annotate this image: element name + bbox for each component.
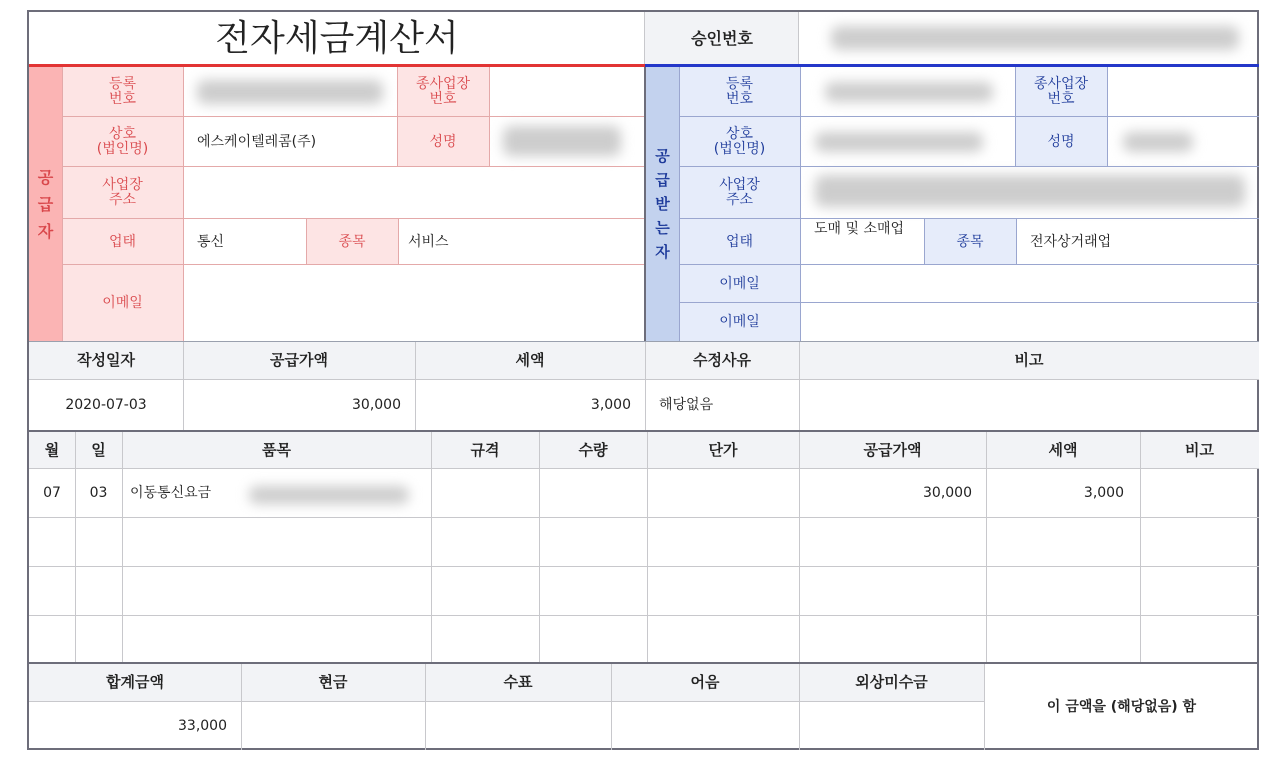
items-note-header: 비고 bbox=[1140, 432, 1259, 468]
items-name-header: 품목 bbox=[122, 432, 431, 468]
supplier-biz-type: 통신 bbox=[197, 233, 225, 250]
tax-invoice bbox=[27, 10, 1259, 750]
totals-note-header: 어음 bbox=[611, 664, 799, 701]
supplier-address-label: 사업장 주소 bbox=[62, 167, 183, 219]
redacted-supplier-reg-no bbox=[197, 80, 383, 104]
summary-tax-header: 세액 bbox=[415, 342, 645, 379]
totals-total-header: 합계금액 bbox=[29, 664, 241, 701]
supplier-email-label: 이메일 bbox=[62, 265, 183, 341]
table-row-tax bbox=[986, 616, 1140, 662]
recipient-company-label: 상호 (법인명) bbox=[679, 117, 800, 167]
table-row-month bbox=[29, 616, 75, 662]
redacted-item-detail bbox=[249, 486, 409, 504]
items-tax-header: 세액 bbox=[986, 432, 1140, 468]
recipient-name-label: 성명 bbox=[1015, 117, 1107, 167]
totals-cash-header: 현금 bbox=[241, 664, 425, 701]
items-spec-header: 규격 bbox=[431, 432, 539, 468]
recipient-email1 bbox=[800, 265, 1259, 303]
supplier-biz-type-label: 업태 bbox=[62, 219, 183, 265]
totals-check-header: 수표 bbox=[425, 664, 611, 701]
table-row-day bbox=[75, 567, 122, 615]
summary-reason-header: 수정사유 bbox=[645, 342, 799, 379]
recipient-branch-label: 종사업장 번호 bbox=[1015, 67, 1107, 117]
summary-note-header: 비고 bbox=[799, 342, 1259, 379]
invoice-title: 전자세금계산서 bbox=[29, 12, 645, 65]
summary-supply-header: 공급가액 bbox=[183, 342, 415, 379]
supplier-email bbox=[183, 265, 645, 341]
table-row-spec bbox=[431, 469, 539, 517]
table-row-day bbox=[75, 616, 122, 662]
redacted-supplier-name bbox=[503, 126, 621, 156]
recipient-side-label: 공 급 받 는 자 bbox=[646, 67, 679, 341]
table-row-tax bbox=[986, 567, 1140, 615]
recipient-biz-type-label: 업태 bbox=[679, 219, 800, 265]
totals-total: 33,000 bbox=[178, 717, 227, 734]
supplier-name-label: 성명 bbox=[397, 117, 489, 167]
approval-label: 승인번호 bbox=[645, 12, 799, 65]
totals-note bbox=[611, 702, 799, 750]
totals-credit bbox=[799, 702, 984, 750]
supplier-company-label: 상호 (법인명) bbox=[62, 117, 183, 167]
redacted-approval-number bbox=[831, 26, 1239, 50]
table-row-qty bbox=[539, 469, 647, 517]
table-row-item-name bbox=[122, 518, 431, 566]
supplier-side-label: 공 급 자 bbox=[29, 67, 62, 341]
supplier-address bbox=[183, 167, 645, 219]
table-row-tax: 3,000 bbox=[1083, 484, 1124, 501]
redacted-recipient-name bbox=[1123, 132, 1193, 152]
summary-date: 2020-07-03 bbox=[65, 396, 147, 413]
items-day-header: 일 bbox=[75, 432, 122, 468]
supplier-item-label: 종목 bbox=[306, 219, 398, 265]
table-row-note bbox=[1140, 469, 1259, 517]
table-row-month bbox=[29, 567, 75, 615]
supplier-company: 에스케이텔레콤(주) bbox=[197, 133, 317, 150]
recipient-reg-no-label: 등록 번호 bbox=[679, 67, 800, 117]
recipient-item: 전자상거래업 bbox=[1030, 233, 1112, 250]
recipient-email2-label: 이메일 bbox=[679, 303, 800, 341]
table-row-supply bbox=[799, 567, 986, 615]
items-unit-header: 단가 bbox=[647, 432, 799, 468]
table-row-month: 07 bbox=[43, 484, 61, 501]
supplier-branch bbox=[489, 67, 645, 117]
table-row-supply bbox=[799, 616, 986, 662]
table-row-day bbox=[75, 518, 122, 566]
recipient-biz-type: 도매 및 소매업 bbox=[814, 221, 905, 237]
summary-tax: 3,000 bbox=[590, 396, 631, 413]
redacted-recipient-reg-no bbox=[825, 82, 993, 102]
summary-date-header: 작성일자 bbox=[29, 342, 183, 379]
table-row-month bbox=[29, 518, 75, 566]
table-row-supply bbox=[799, 518, 986, 566]
supplier-reg-no-label: 등록 번호 bbox=[62, 67, 183, 117]
table-row-item-name bbox=[122, 567, 431, 615]
summary-supply: 30,000 bbox=[352, 396, 401, 413]
table-row-tax bbox=[986, 518, 1140, 566]
table-row-supply: 30,000 bbox=[923, 484, 972, 501]
redacted-recipient-address bbox=[815, 175, 1245, 207]
recipient-email1-label: 이메일 bbox=[679, 265, 800, 303]
table-row-unit bbox=[647, 469, 799, 517]
items-month-header: 월 bbox=[29, 432, 75, 468]
items-supply-header: 공급가액 bbox=[799, 432, 986, 468]
items-qty-header: 수량 bbox=[539, 432, 647, 468]
amount-statement: 이 금액을 (해당없음) 함 bbox=[1046, 698, 1197, 715]
summary-note bbox=[799, 380, 1259, 430]
totals-check bbox=[425, 702, 611, 750]
recipient-email2 bbox=[800, 303, 1259, 341]
recipient-item-label: 종목 bbox=[924, 219, 1016, 265]
recipient-branch bbox=[1107, 67, 1259, 117]
supplier-branch-label: 종사업장 번호 bbox=[397, 67, 489, 117]
table-row-item-name: 이동통신요금 bbox=[130, 484, 212, 501]
table-row-day: 03 bbox=[89, 484, 108, 501]
table-row-item-name bbox=[122, 616, 431, 662]
totals-cash bbox=[241, 702, 425, 750]
supplier-item: 서비스 bbox=[408, 233, 449, 250]
summary-reason: 해당없음 bbox=[659, 396, 714, 413]
redacted-recipient-company bbox=[815, 132, 983, 152]
totals-credit-header: 외상미수금 bbox=[799, 664, 984, 701]
recipient-address-label: 사업장 주소 bbox=[679, 167, 800, 219]
